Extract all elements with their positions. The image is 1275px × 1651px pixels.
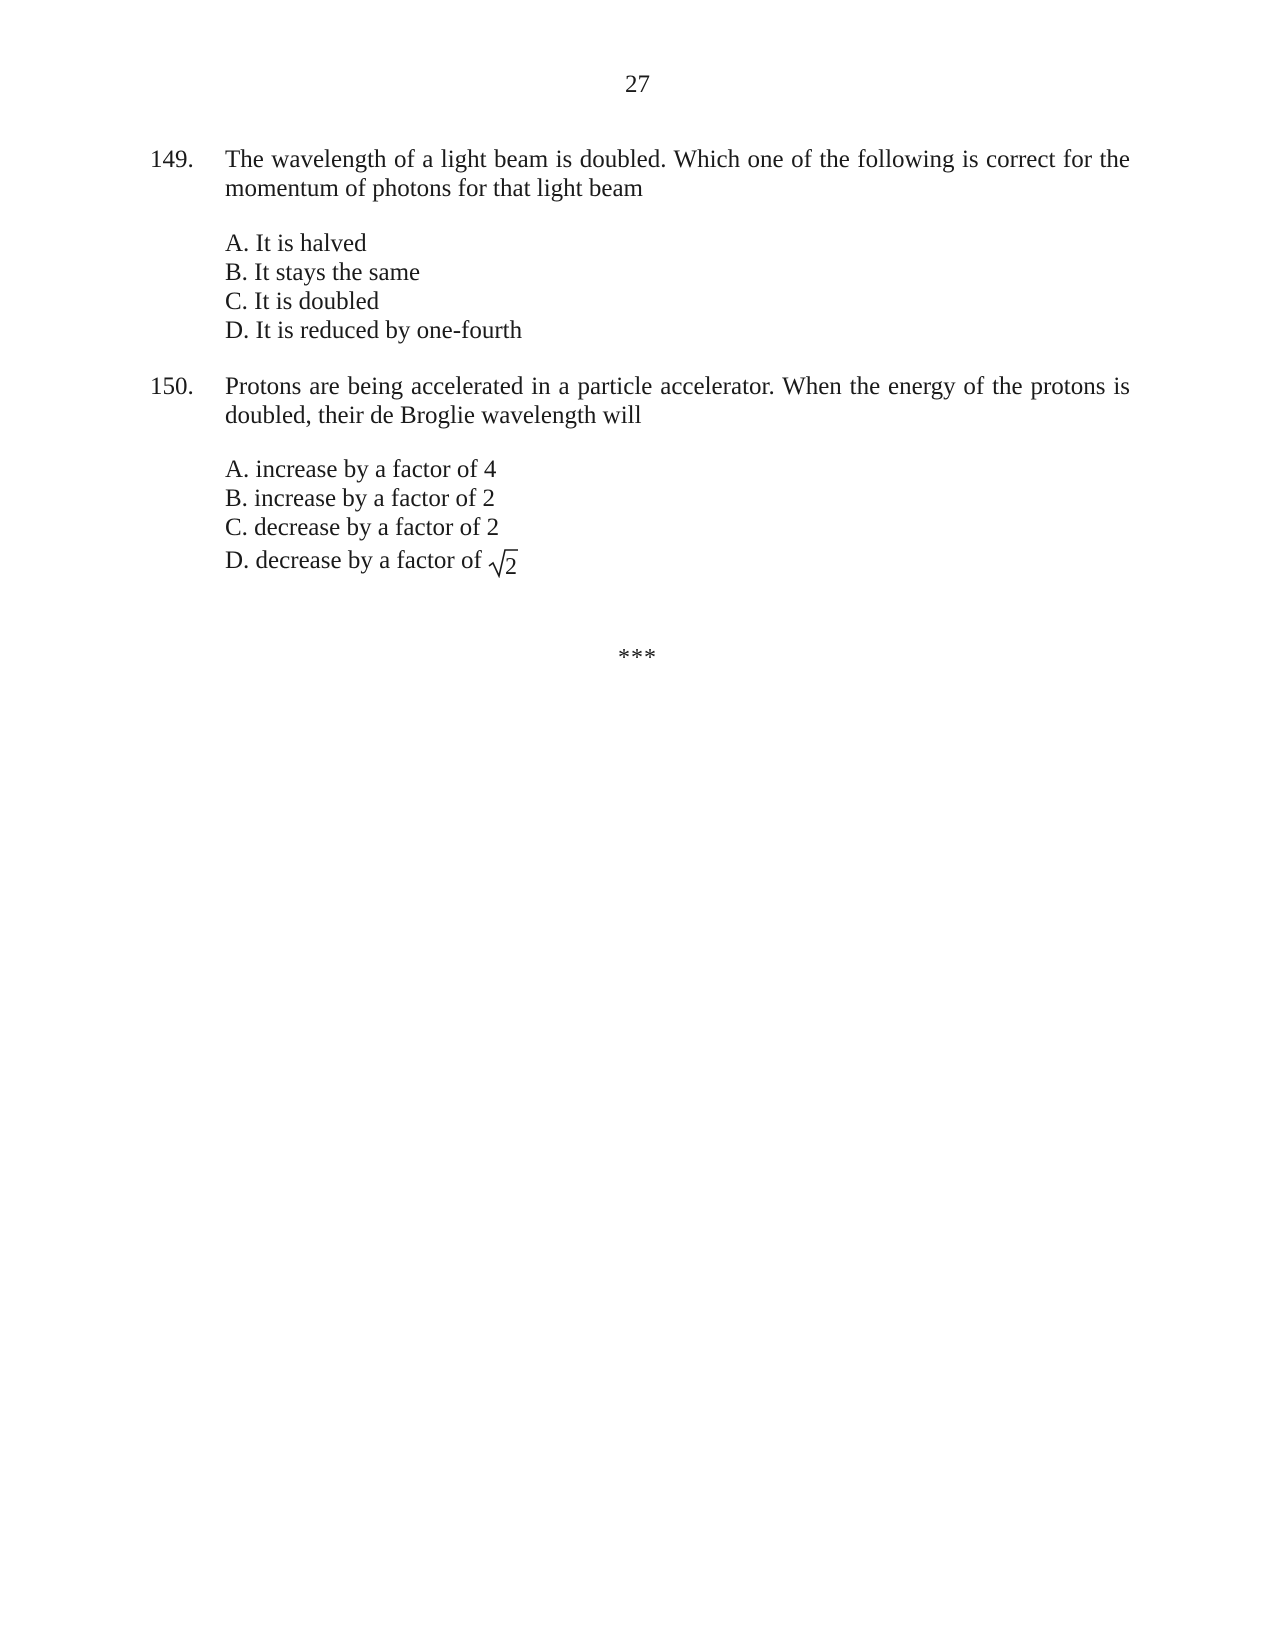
option-d-text: D. decrease by a factor of xyxy=(225,547,482,574)
question-149 xyxy=(150,145,1130,345)
question-number: 150. xyxy=(150,373,194,400)
page-number: 27 xyxy=(625,71,650,98)
answer-options xyxy=(225,229,522,345)
option-b: B. It stays the same xyxy=(225,259,421,286)
square-root-expression xyxy=(488,548,518,578)
square-root-icon xyxy=(488,548,518,578)
question-text-line: momentum of photons for that light beam xyxy=(225,175,643,202)
option-a: A. It is halved xyxy=(225,230,367,257)
question-150 xyxy=(150,372,1130,592)
question-text-line: doubled, their de Broglie wavelength will xyxy=(225,402,642,429)
option-b: B. increase by a factor of 2 xyxy=(225,485,496,512)
question-text xyxy=(225,372,1130,430)
answer-options xyxy=(225,455,518,578)
question-number: 149. xyxy=(150,146,194,173)
option-c: C. decrease by a factor of 2 xyxy=(225,514,500,541)
question-text-line: The wavelength of a light beam is doubled. Which one of the following is correct for the xyxy=(225,146,1130,173)
question-text xyxy=(225,145,1130,203)
radicand: 2 xyxy=(504,554,517,578)
option-d xyxy=(225,546,518,578)
end-marker: *** xyxy=(618,645,657,671)
option-d: D. It is reduced by one-fourth xyxy=(225,317,523,344)
question-text-line: Protons are being accelerated in a particle accelerator. When the energy of the protons is xyxy=(225,373,1130,400)
option-c: C. It is doubled xyxy=(225,288,380,315)
option-a: A. increase by a factor of 4 xyxy=(225,456,497,483)
